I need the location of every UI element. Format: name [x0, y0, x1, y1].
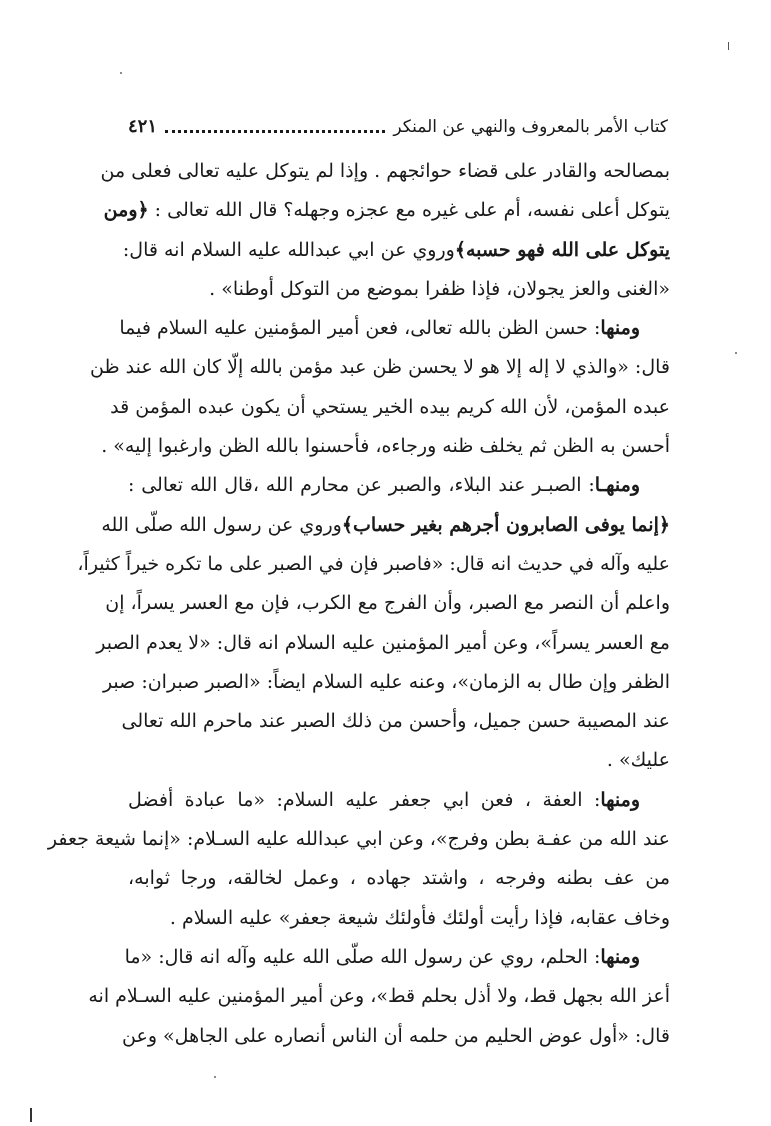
text-line: [121, 702, 670, 741]
bold-text-segment: ومنهـا: [594, 474, 640, 497]
scan-speck: [120, 72, 122, 74]
text-segment: عبده المؤمن، لأن الله كريم بيده الخير يستحي أن يكون عبده المؤمن قد: [110, 395, 670, 418]
text-line: [100, 152, 670, 191]
text-line: [122, 1017, 670, 1056]
text-segment: الظفر وإن طال به الزمان»، وعنه عليه السلام ايضاً: «الصبر صبران: صبر: [102, 670, 670, 693]
text-segment: عليك» .: [606, 749, 670, 772]
scan-speck: [735, 352, 737, 354]
text-segment: قال: «والذي لا إله إلا هو لا يحسن ظن عبد مؤمن بالله إلّا كان الله عند ظن: [90, 356, 670, 379]
text-segment: وخاف عقابه، فإذا رأيت أولئك فأولئك شيعة جعفر» عليه السلام .: [169, 906, 670, 929]
text-line: [77, 545, 670, 584]
text-segment: أحسن به الظن ثم يخلف ظنه ورجاءه، فأحسنوا بالله الظن وارغبوا إليه» .: [101, 435, 670, 458]
text-segment: : حسن الظن بالله تعالى، فعن أمير المؤمنين عليه السلام فيما: [119, 317, 601, 340]
text-line: [128, 859, 670, 898]
text-line: [101, 506, 670, 545]
text-line: [128, 899, 670, 938]
text-segment: «الغنى والعز يجولان، فإذا ظفرا بموضع من التوكل أوطنا» .: [209, 277, 670, 300]
text-line: [102, 663, 670, 702]
text-line: [103, 191, 670, 230]
text-segment: بمصالحه والقادر على قضاء حوائجهم . وإذا لم يتوكل عليه تعالى فعلى من: [100, 160, 670, 182]
text-segment: : العفة ، فعن ابي جعفر عليه السلام: «ما عبادة أفضل: [128, 788, 601, 811]
text-segment: عند المصيبة حسن جميل، وأحسن من ذلك الصبر عند ماحرم الله تعالى: [121, 710, 670, 733]
text-segment: : الصبـر عند البلاء، والصبر عن محارم الله ،قال الله تعالى :: [128, 474, 595, 497]
text-line: [119, 309, 670, 348]
text-segment: من عف بطنه وفرجه ، واشتد جهاده ، وعمل لخالقه، ورجا ثوابه،: [128, 867, 670, 890]
text-segment: عند الله من عفـة بطن وفرج»، وعن ابي عبدالله عليه السـلام: «إنما شيعة جعفر: [47, 828, 670, 851]
book-title: كتاب الأمر بالمعروف والنهي عن المنكر: [393, 117, 668, 137]
scan-mark-bottom: [30, 1108, 32, 1122]
text-segment: مع العسر يسراً»، وعن أمير المؤمنين عليه السلام انه قال: «لا يعدم الصبر: [96, 631, 670, 654]
text-segment: أعز الله بجهل قط، ولا أذل بحلم قط»، وعن أمير المؤمنين عليه السـلام انه: [88, 985, 670, 1008]
body-text: [47, 152, 670, 1056]
text-line: [128, 270, 670, 309]
text-segment: واعلم أن النصر مع الصبر، وأن الفرج مع الكرب، فإن مع العسر يسراً، إن: [105, 592, 670, 615]
bold-text-segment: ومنها: [600, 788, 640, 811]
text-line: [122, 231, 670, 270]
page-number: ٤٢١: [128, 116, 158, 137]
scan-speck: [214, 1076, 216, 1078]
text-segment: وروي عن رسول الله صلّى الله: [101, 513, 342, 536]
text-line: [90, 348, 670, 387]
scan-mark-top: [728, 42, 729, 50]
text-segment: يتوكل أعلى نفسه، أم على غيره مع عجزه وجهله؟ قال الله تعالى :: [148, 199, 670, 222]
bold-text-segment: ومنها: [600, 317, 640, 340]
text-line: [128, 781, 670, 820]
text-segment: قال: «أول عوض الحليم من حلمه أن الناس أنصاره على الجاهل» وعن: [122, 1024, 670, 1047]
running-header: [128, 113, 668, 139]
text-segment: وروي عن ابي عبدالله عليه السلام انه قال:: [122, 238, 455, 261]
text-line: [105, 584, 670, 623]
bold-text-segment: ﴿ومن: [103, 199, 149, 222]
leader-dots: [165, 130, 385, 133]
text-line: [128, 466, 670, 505]
bold-text-segment: ﴿إنما يوفى الصابرون أجرهم بغير حساب﴾: [341, 513, 670, 536]
text-segment: : الحلم، روي عن رسول الله صلّى الله عليه وآله انه قال: «ما: [124, 945, 601, 968]
text-line: [88, 977, 670, 1016]
text-line: [128, 741, 670, 780]
text-line: [101, 427, 670, 466]
bold-text-segment: ومنها: [600, 945, 640, 968]
text-line: [96, 624, 670, 663]
text-line: [110, 388, 670, 427]
text-line: [124, 938, 670, 977]
bold-text-segment: يتوكل على الله فهو حسبه﴾: [454, 238, 670, 261]
text-line: [47, 820, 670, 859]
text-segment: عليه وآله في حديث انه قال: «فاصبر فإن في الصبر على ما تكره خيراً كثيراً،: [77, 552, 670, 575]
